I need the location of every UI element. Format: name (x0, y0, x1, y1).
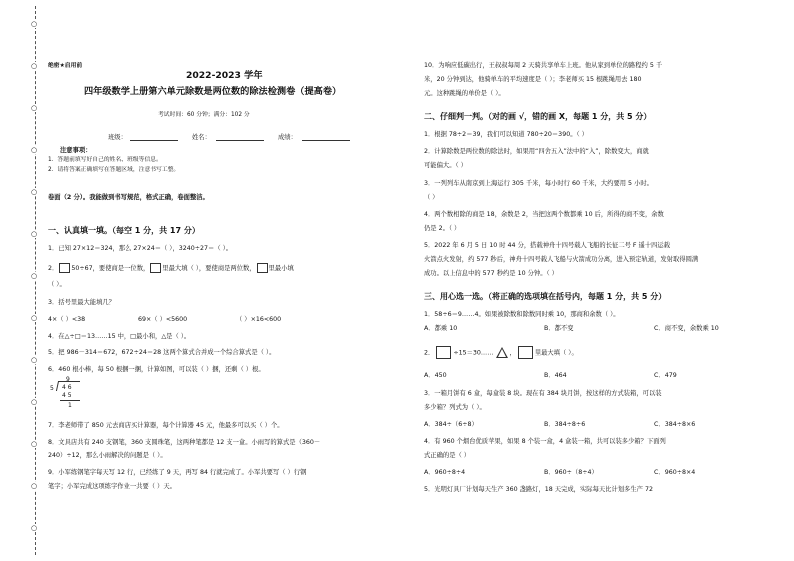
name-field[interactable] (216, 134, 264, 141)
question-3-3: 3．一箱月饼有 6 盒，每盒装 8 块。现在有 384 块月饼，按这样的方式装箱，可以装 (424, 390, 662, 397)
class-label: 班级： (108, 134, 127, 141)
question-3-4-cont: 式正确的是（ ） (424, 452, 471, 459)
question-1-6: 6．460 根小棒，每 50 根捆一捆，计算如图，可以装（ ）捆，还剩（ ）根。 (48, 366, 265, 373)
division-line (60, 400, 80, 401)
question-2-4-cont: 仍是 2。（ ） (424, 225, 461, 232)
question-text: 里最小填 (268, 265, 294, 272)
question-2-4: 4．两个数相除的商是 18，余数是 2，当把这两个数都乘 10 后，所得的商不变，余数 (424, 211, 664, 218)
division-remainder: 1 (68, 402, 72, 409)
division-bar (58, 381, 80, 382)
section-2-title: 二、仔细判一判。（对的画 √，错的画 X，每题 1 分，共 5 分） (424, 112, 652, 121)
name-label: 姓名： (192, 134, 211, 141)
question-3-4: 4．有 960 个烟台优质苹果，如果 8 个装一盒，4 盒装一箱，共可以装多少箱？下面列 (424, 438, 666, 445)
option-a: A．都乘 10 (424, 325, 458, 332)
division-dividend: 4 6 (62, 384, 72, 391)
option-b: B．464 (544, 372, 567, 379)
binding-hole-icon: ○ (31, 314, 38, 322)
question-text: 里最大填（ ）。 (534, 349, 578, 357)
binding-hole-icon: ○ (31, 482, 38, 490)
neatness-statement: 卷面（2 分）。我能做到书写规范，格式正确，卷面整洁。 (48, 194, 209, 201)
question-1-10-cont: 米，20 分钟到达，他骑单车的平均速度是（ ）；李老师买 15 根跳绳用去 180 (424, 76, 642, 83)
blank-square-icon (436, 346, 451, 359)
binding-hole-icon: ○ (31, 398, 38, 406)
binding-hole-icon: ○ (31, 188, 38, 196)
secret-mark: 绝密★启用前 (48, 63, 83, 69)
question-1-2-cont: （ ）。 (48, 281, 66, 288)
section-3-title: 三、用心选一选。（将正确的选项填在括号内，每题 1 分，共 5 分） (424, 292, 667, 301)
page-title: 四年级数学上册第六单元除数是两位数的除法检测卷（提高卷） (84, 86, 342, 97)
question-1-7: 7．李老师带了 850 元去商店买计算器，每个计算器 45 元，他最多可以买（ ）个。 (48, 422, 284, 429)
question-2-3: 3．一列列车从南京到上海运行 305 千米，每小时行 60 千米，大约要用 5 小时。 (424, 180, 653, 187)
question-number: 2． (424, 349, 435, 357)
option-b: B．384÷8÷6 (544, 421, 586, 428)
binding-dashed-line (35, 6, 36, 555)
question-3-2 (424, 346, 578, 361)
question-text: 里最大填（ ），要使商是两位数， (162, 265, 256, 272)
blank-square-icon (518, 346, 533, 359)
question-1-8-cont: 240）÷12，那么小雨解决的问题是（ ）。 (48, 452, 167, 459)
question-3-5: 5．光明灯具厂计划每天生产 360 盏路灯，18 天完成，实际每天比计划多生产 72 (424, 486, 653, 493)
division-quotient: 9 (66, 376, 70, 383)
question-2-1: 1．根据 78÷2＝39，我们可以知道 780÷20＝390。（ ） (424, 131, 588, 138)
option-b: B．都不变 (544, 325, 574, 332)
binding-hole-icon: ○ (31, 440, 38, 448)
blank-triangle-icon (496, 347, 508, 358)
question-1-1: 1．已知 27×12＝324，那么 27×24＝（ ），3240÷27＝（ ）。 (48, 245, 233, 252)
option-c: C．384÷8×6 (654, 421, 696, 428)
binding-hole-icon: ○ (31, 104, 38, 112)
binding-hole-icon: ○ (31, 356, 38, 364)
class-field[interactable] (130, 134, 178, 141)
note-item: 2．请将答案正确填写在答题区域，注意书写工整。 (48, 167, 180, 173)
option-a: A．960÷8÷4 (424, 469, 466, 476)
binding-gutter (8, 6, 42, 555)
question-1-3-b: 69×（ ）<5600 (138, 316, 188, 323)
option-c: C．479 (654, 372, 677, 379)
question-text: 50÷67，要使商是一位数， (71, 265, 150, 272)
question-1-9-cont: 笔字；小军完成这项练字作业一共要（ ）天。 (48, 483, 176, 490)
binding-hole-icon: ○ (31, 272, 38, 280)
binding-hole-icon: ○ (31, 146, 38, 154)
blank-square-icon (150, 263, 161, 273)
question-number: 2． (48, 265, 59, 272)
blank-square-icon (257, 263, 268, 273)
option-c: C．960÷8×4 (654, 469, 696, 476)
notes-title: 注意事项： (60, 147, 92, 154)
division-bracket (56, 381, 59, 391)
question-2-5-cont2: 成功。以上信息中的 577 秒约是 10 分钟。（ ） (424, 270, 558, 277)
question-text: ， (509, 349, 516, 357)
question-1-3-c: （ ）×16<600 (236, 316, 282, 323)
question-1-10: 10．为响应低碳出行，王叔叔每周 2 天骑共享单车上班。他从家到单位的路程约 5 千 (424, 62, 663, 69)
option-b: B．960÷（8÷4） (544, 469, 598, 476)
question-2-3-cont: （ ） (424, 194, 439, 201)
score-field[interactable] (302, 134, 350, 141)
question-2-2: 2．计算除数是两位数的除法时，如果用“四舍五入”法中的“入”，除数变大，商就 (424, 148, 649, 155)
question-1-10-cont2: 元。这种跳绳的单价是（ ）。 (424, 90, 505, 97)
blank-square-icon (59, 263, 70, 273)
question-3-1: 1．58÷6＝9……4。如果被除数和除数同时乘 10，那商和余数（ ）。 (424, 311, 620, 318)
question-1-2 (48, 263, 294, 273)
exam-time-info: 考试时间：60 分钟；满分：102 分 (158, 112, 250, 118)
question-1-4: 4．在△÷□＝13……15 中，□最小和，△是（ ）。 (48, 333, 191, 340)
option-a: A．384÷（6÷8） (424, 421, 478, 428)
division-divisor: 5 (50, 385, 54, 392)
option-c: C．商不变，余数乘 10 (654, 325, 719, 332)
question-text: ÷15＝30…… (453, 349, 494, 357)
note-item: 1．答题前填写好自己的姓名、班级等信息。 (48, 157, 162, 163)
binding-hole-icon: ○ (31, 524, 38, 532)
binding-hole-icon: ○ (31, 20, 38, 28)
question-1-9: 9．小军练钢笔字每天写 12 行，已经练了 9 天，再写 84 行就完成了。小军共要写（ ）行钢 (48, 469, 307, 476)
question-2-5: 5．2022 年 6 月 5 日 10 时 44 分，搭载神舟十四号载人飞船的长征二号 F 遥十四运载 (424, 242, 671, 249)
question-1-8: 8．文具店共有 240 支钢笔，360 支圆珠笔，这两种笔都是 12 支一盒。小雨写的算式是（360－ (48, 439, 321, 446)
question-2-2-cont: 可能偏大。（ ） (424, 162, 467, 169)
question-2-5-cont: 火箭点火发射，约 577 秒后，神舟十四号载人飞船与火箭成功分离，进入预定轨道，发射取得圆满 (424, 256, 699, 263)
question-1-5: 5．把 986－314＝672，672÷24＝28 这两个算式合并成一个综合算式是（ ）。 (48, 349, 276, 356)
binding-hole-icon: ○ (31, 62, 38, 70)
binding-hole-icon: ○ (31, 230, 38, 238)
long-division-figure (50, 376, 90, 416)
option-a: A．450 (424, 372, 447, 379)
question-1-3-a: 4×（ ）<38 (48, 316, 86, 323)
section-1-title: 一、认真填一填。（每空 1 分，共 17 分） (48, 226, 200, 235)
division-product: 4 5 (62, 392, 72, 399)
score-label: 成绩： (278, 134, 297, 141)
question-3-3-cont: 多少箱？列式为（ ）。 (424, 404, 486, 411)
school-year: 2022-2023 学年 (186, 70, 263, 81)
question-1-3: 3．括号里最大能填几？ (48, 299, 115, 306)
